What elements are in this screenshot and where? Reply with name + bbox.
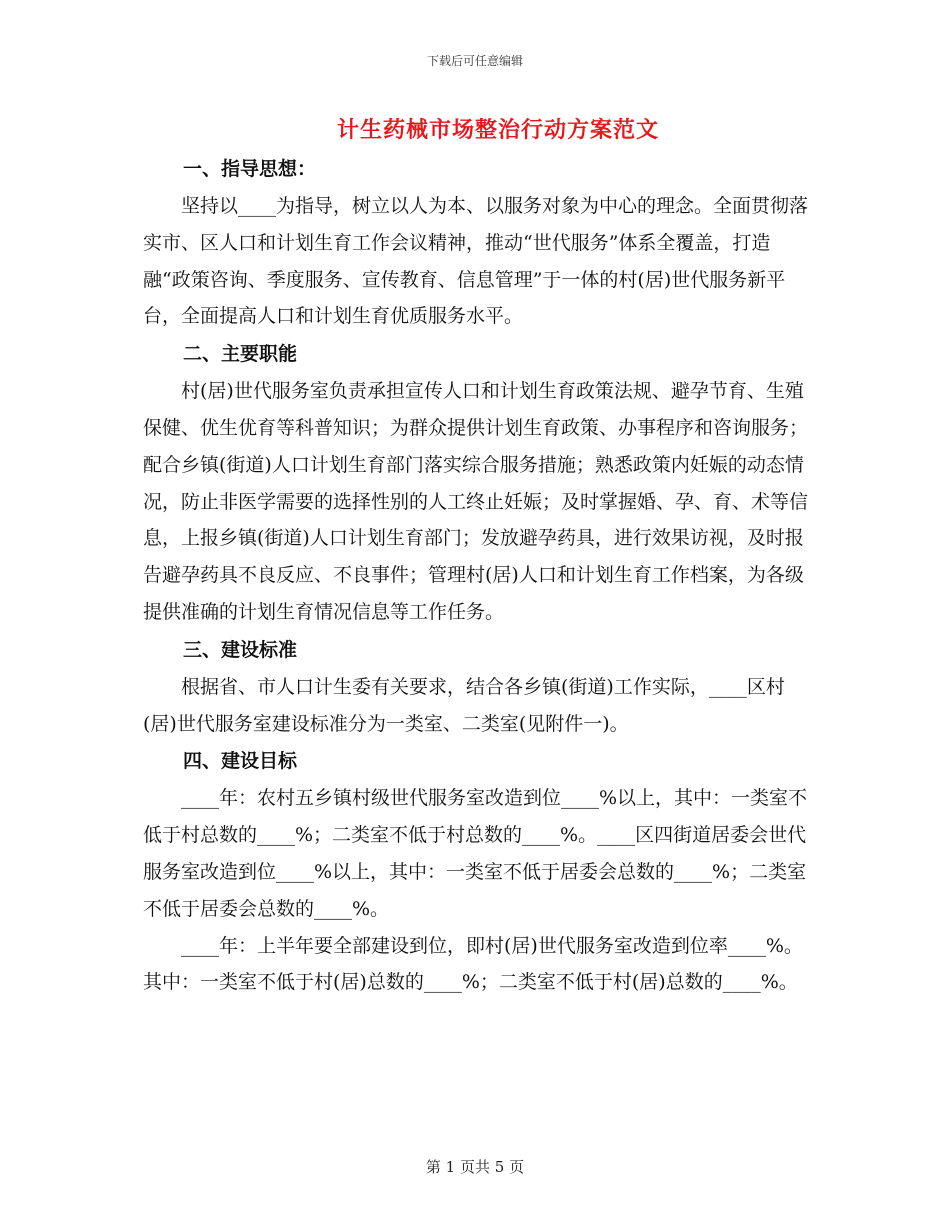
section-heading-main-functions: 二、主要职能 (183, 343, 298, 366)
section-paragraph: ____年：上半年要全部建设到位，即村(居)世代服务室改造到位率____%。其中：一类室不低于村(居)总数的____%；二类室不低于村(居)总数的____%。 (143, 934, 803, 994)
section-heading-construction-goals: 四、建设目标 (183, 750, 298, 773)
page-header-note: 下载后可任意编辑 (426, 54, 523, 68)
section-paragraph: 坚持以____为指导，树立以人为本、以服务对象为中心的理念。全面贯彻落实市、区人口和计划生育工作会议精神，推动“世代服务”体系全覆盖，打造融“政策咨询、季度服务、宣传教育、信息管理”于一体的村(居)世代服务新平台，全面提高人口和计划生育优质服务水平。 (143, 195, 809, 328)
section-heading-guiding-ideology: 一、指导思想： (183, 158, 317, 180)
section-heading-construction-standards: 三、建设标准 (183, 638, 298, 661)
page-number: 第 1 页共 5 页 (425, 1158, 525, 1176)
section-paragraph: ____年：农村五乡镇村级世代服务室改造到位____%以上，其中：一类室不低于村总数的____%；二类室不低于村总数的____%。____区四街道居委会世代服务室改造到位____%以上，其中：一类室不低于居委会总数的____%；二类室不低于居委会总数的____%。 (143, 787, 808, 920)
section-paragraph: 村(居)世代服务室负责承担宣传人口和计划生育政策法规、避孕节育、生殖保健、优生优育等科普知识；为群众提供计划生育政策、办事程序和咨询服务；配合乡镇(街道)人口计划生育部门落实综合服务措施；熟悉政策内妊娠的动态情况，防止非医学需要的选择性别的人工终止妊娠；及时掌握婚、孕、育、术等信息，上报乡镇(街道)人口计划生育部门；发放避孕药具，进行效果访视，及时报告避孕药具不良反应、不良事件；管理村(居)人口和计划生育工作档案，为各级提供准确的计划生育情况信息等工作任务。 (143, 380, 809, 623)
document-body (143, 150, 808, 1001)
document-title: 计生药械市场整治行动方案范文 (336, 117, 659, 143)
section-paragraph: 根据省、市人口计生委有关要求，结合各乡镇(街道)工作实际，____区村(居)世代服务室建设标准分为一类室、二类室(见附件一)。 (143, 675, 785, 735)
